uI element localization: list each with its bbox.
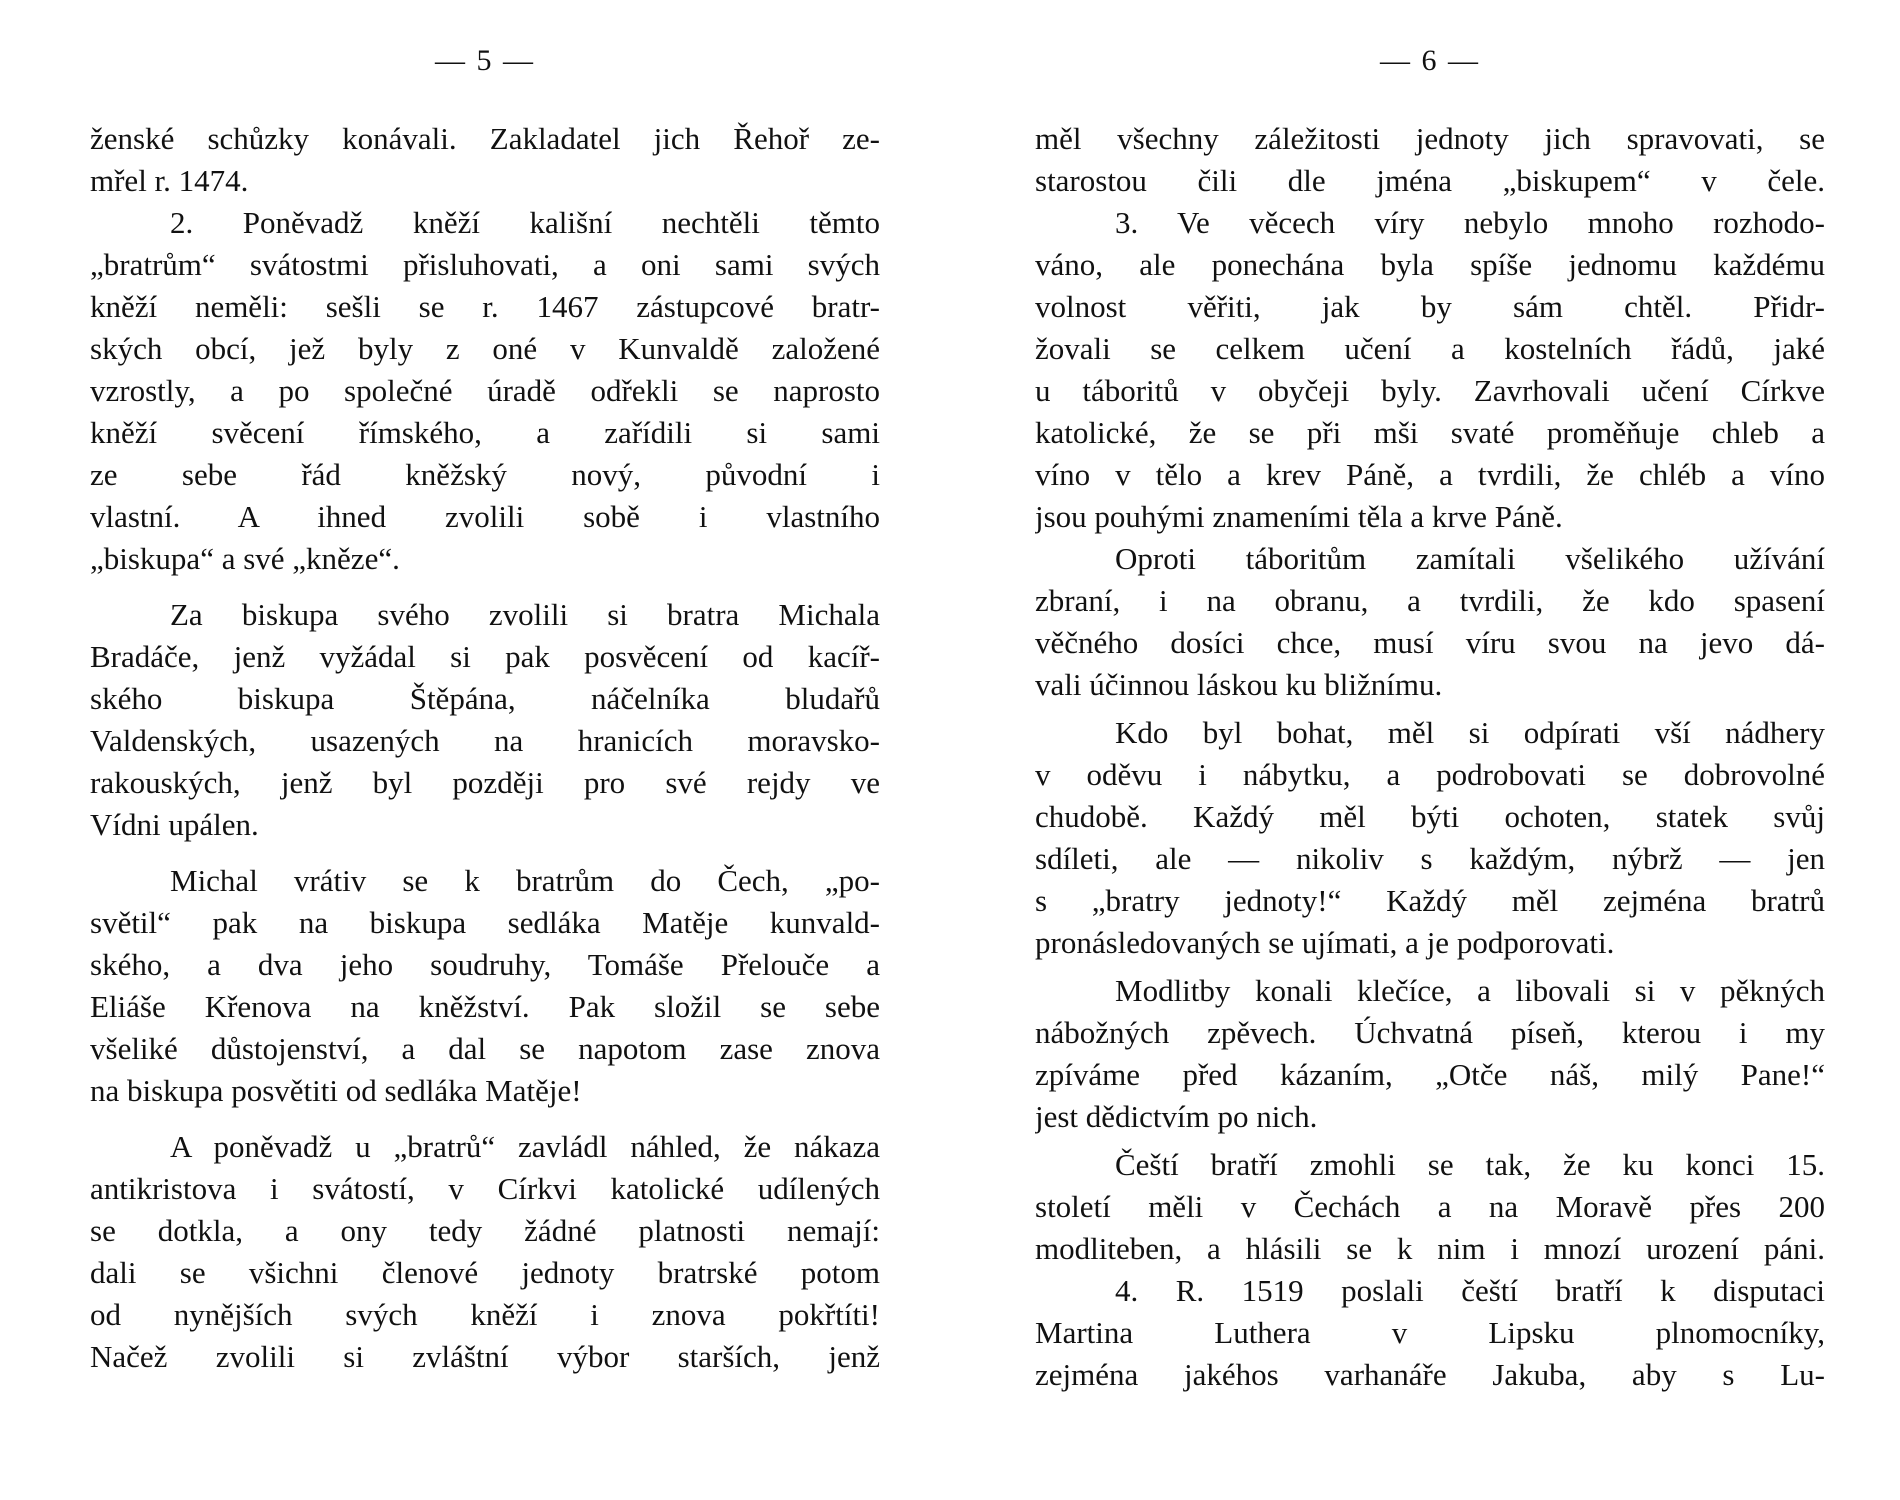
left-page	[90, 0, 880, 1500]
text-line: Michal vrátiv se k bratrům do Čech, „po-	[170, 863, 880, 898]
text-line: ských obcí, jež byly z oné v Kunvaldě založené	[90, 331, 880, 366]
text-line: starostou čili dle jména „biskupem“ v čele.	[1035, 163, 1825, 198]
text-line: Čeští bratří zmohli se tak, že ku konci 15.	[1115, 1147, 1825, 1182]
text-line: 4. R. 1519 poslali čeští bratří k disputaci	[1115, 1273, 1825, 1308]
text-line: žovali se celkem učení a kostelních řádů, jaké	[1035, 331, 1825, 366]
text-line: katolické, že se při mši svaté proměňuje chleb a	[1035, 415, 1825, 450]
text-line: století měli v Čechách a na Moravě přes 200	[1035, 1189, 1825, 1224]
text-line: Za biskupa svého zvolili si bratra Michala	[170, 597, 880, 632]
text-line: Eliáše Křenova na kněžství. Pak složil se sebe	[90, 989, 880, 1024]
right-page	[1035, 0, 1825, 1500]
text-line: zbraní, i na obranu, a tvrdili, že kdo spasení	[1035, 583, 1825, 618]
text-line: mřel r. 1474.	[90, 163, 249, 198]
text-line: Načež zvolili si zvláštní výbor starších, jenž	[90, 1339, 880, 1374]
text-line: váno, ale ponechána byla spíše jednomu každému	[1035, 247, 1825, 282]
text-line: A poněvadž u „bratrů“ zavládl náhled, že nákaza	[170, 1129, 880, 1164]
text-line: ského biskupa Štěpána, náčelníka bludařů	[90, 681, 880, 716]
text-line: s „bratry jednoty!“ Každý měl zejména bratrů	[1035, 883, 1825, 918]
text-line: jest dědictvím po nich.	[1035, 1099, 1318, 1134]
text-line: jsou pouhými znameními těla a krve Páně.	[1035, 499, 1563, 534]
text-line: kněží svěcení římského, a zařídili si sami	[90, 415, 880, 450]
paragraph-gap	[90, 580, 880, 594]
text-line: Vídni upálen.	[90, 807, 259, 842]
text-line: pronásledovaných se ujímati, a je podporovati.	[1035, 925, 1615, 960]
text-line: ského, a dva jeho soudruhy, Tomáše Přelouče a	[90, 947, 880, 982]
text-line: sdíleti, ale — nikoliv s každým, nýbrž — jen	[1035, 841, 1825, 876]
text-line: na biskupa posvětiti od sedláka Matěje!	[90, 1073, 582, 1108]
text-line: světil“ pak na biskupa sedláka Matěje kunvald-	[90, 905, 880, 940]
page-number-left: — 5 —	[435, 44, 535, 77]
text-line: modliteben, a hlásili se k nim i mnozí urození páni.	[1035, 1231, 1825, 1266]
text-line: ze sebe řád kněžský nový, původní i	[90, 457, 880, 492]
text-line: věčného dosíci chce, musí víru svou na jevo dá-	[1035, 625, 1825, 660]
text-line: od nynějších svých kněží i znova pokřtíti!	[90, 1297, 880, 1332]
page-number-right: — 6 —	[1380, 44, 1480, 77]
text-line: „bratrům“ svátostmi přisluhovati, a oni sami svých	[90, 247, 880, 282]
text-line: chudobě. Každý měl býti ochoten, statek svůj	[1035, 799, 1825, 834]
text-line: se dotkla, a ony tedy žádné platnosti nemají:	[90, 1213, 880, 1248]
left-page-text	[90, 118, 880, 1378]
text-line: Martina Luthera v Lipsku plnomocníky,	[1035, 1315, 1825, 1350]
text-line: antikristova i svátostí, v Církvi katolické udílených	[90, 1171, 880, 1206]
text-line: všeliké důstojenství, a dal se napotom zase znova	[90, 1031, 880, 1066]
text-line: ženské schůzky konávali. Zakladatel jich Řehoř ze-	[90, 121, 880, 156]
text-line: dali se všichni členové jednoty bratrské potom	[90, 1255, 880, 1290]
text-line: Kdo byl bohat, měl si odpírati vší nádhery	[1115, 715, 1825, 750]
text-line: Bradáče, jenž vyžádal si pak posvěcení od kacíř-	[90, 639, 880, 674]
text-line: zejména jakéhos varhanáře Jakuba, aby s Lu-	[1035, 1357, 1825, 1392]
text-line: rakouských, jenž byl později pro své rejdy ve	[90, 765, 880, 800]
text-line: víno v tělo a krev Páně, a tvrdili, že chléb a víno	[1035, 457, 1825, 492]
text-line: kněží neměli: sešli se r. 1467 zástupcové bratr-	[90, 289, 880, 324]
text-line: v oděvu i nábytku, a podrobovati se dobrovolné	[1035, 757, 1825, 792]
text-line: zpíváme před kázaním, „Otče náš, milý Pane!“	[1035, 1057, 1825, 1092]
text-line: měl všechny záležitosti jednoty jich spravovati, se	[1035, 121, 1825, 156]
text-line: vali účinnou láskou ku bližnímu.	[1035, 667, 1443, 702]
text-line: Modlitby konali klečíce, a libovali si v pěkných	[1115, 973, 1825, 1008]
right-page-text	[1035, 118, 1825, 1396]
text-line: vzrostly, a po společné úradě odřekli se naprosto	[90, 373, 880, 408]
paragraph-gap	[90, 846, 880, 860]
text-line: 3. Ve věcech víry nebylo mnoho rozhodo-	[1115, 205, 1825, 240]
text-line: Valdenských, usazených na hranicích moravsko-	[90, 723, 880, 758]
text-line: u táboritů v obyčeji byly. Zavrhovali učení Církve	[1035, 373, 1825, 408]
text-line: vlastní. A ihned zvolili sobě i vlastního	[90, 499, 880, 534]
text-line: nábožných zpěvech. Úchvatná píseň, kterou i my	[1035, 1015, 1825, 1050]
text-line: volnost věřiti, jak by sám chtěl. Přidr-	[1035, 289, 1825, 324]
paragraph-gap	[90, 1112, 880, 1126]
text-line: Oproti táboritům zamítali všelikého užívání	[1115, 541, 1825, 576]
text-line: 2. Poněvadž kněží kališní nechtěli těmto	[170, 205, 880, 240]
text-line: „biskupa“ a své „kněze“.	[90, 541, 400, 576]
